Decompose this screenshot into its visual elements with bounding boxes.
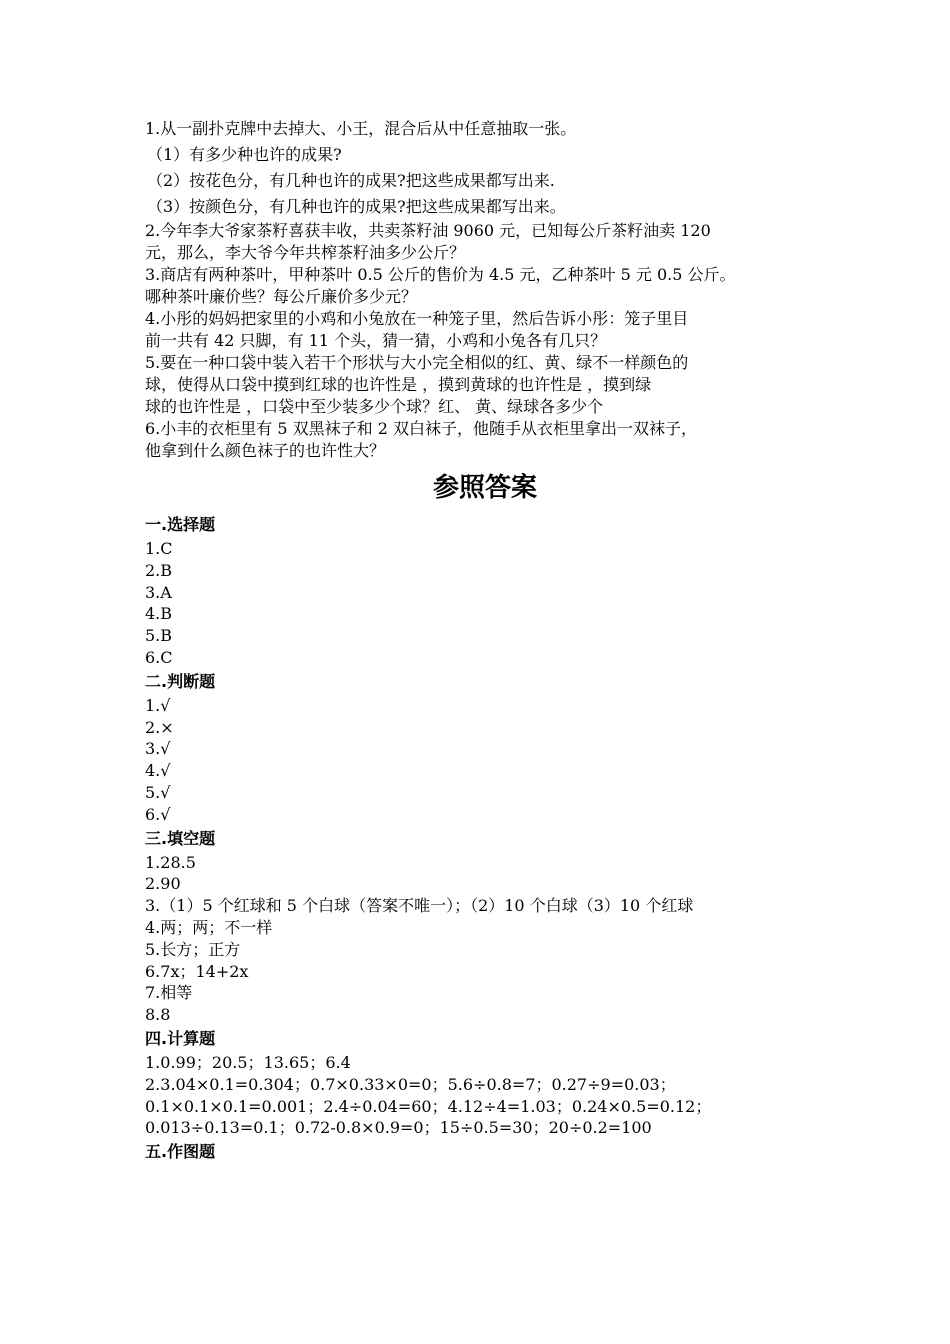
answer-item: 1.√ <box>145 695 171 715</box>
answer-item: 8.8 <box>145 1005 171 1025</box>
question-2-line-2: 元，那么，李大爷今年共榨茶籽油多少公斤？ <box>145 243 466 262</box>
answer-item: 6.C <box>145 647 173 667</box>
answer-item: 1.28.5 <box>145 852 196 872</box>
answer-item: 5.长方；正方 <box>145 939 241 959</box>
answer-item: 1.C <box>145 539 173 558</box>
answer-item: 3.（1）5 个红球和 5 个白球（答案不唯一）；（2）10 个白球（3）10 个红球 <box>145 896 694 916</box>
answer-item: 5.B <box>145 626 173 646</box>
question-6-line-2: 他拿到什么颜色袜子的也许性大？ <box>145 441 386 460</box>
section-heading-judgement: 二.判断题 <box>145 671 216 691</box>
answer-item: 0.1×0.1×0.1=0.001；2.4÷0.04=60；4.12÷4=1.03；0.24×0.5=0.12； <box>145 1096 712 1116</box>
document-page <box>145 116 825 1165</box>
answer-item: 2.90 <box>145 874 181 894</box>
question-5-line-3: 球的也许性是 ，口袋中至少装多少个球？红、 黄、绿球各多少个 <box>145 397 604 416</box>
question-1-part-2: （2）按花色分，有几种也许的成果?把这些成果都写出来. <box>147 171 555 190</box>
answer-item: 4.B <box>145 604 173 624</box>
answer-item: 1.0.99；20.5；13.65；6.4 <box>145 1052 351 1072</box>
question-1-part-1: （1）有多少种也许的成果? <box>147 145 342 164</box>
answer-item: 3.A <box>145 582 172 602</box>
question-2-line-1: 2.今年李大爷家茶籽喜获丰收，共卖茶籽油 9060 元，已知每公斤茶籽油卖 120 <box>145 221 711 240</box>
answer-item: 5.√ <box>145 782 171 802</box>
answer-item: 3.√ <box>145 739 171 759</box>
question-3-line-1: 3.商店有两种茶叶，甲种茶叶 0.5 公斤的售价为 4.5 元，乙种茶叶 5 元 0.5 公斤。 <box>145 265 736 284</box>
answer-item: 7.相等 <box>145 983 193 1003</box>
answer-title: 参照答案 <box>432 473 537 503</box>
question-1-part-3: （3）按颜色分，有几种也许的成果?把这些成果都写出来。 <box>147 197 566 216</box>
answer-item: 0.013÷0.13=0.1；0.72-0.8×0.9=0；15÷0.5=30；20÷0.2=100 <box>145 1118 652 1138</box>
answer-item: 2.B <box>145 560 173 580</box>
question-5-line-2: 球，使得从口袋中摸到红球的也许性是 ，摸到黄球的也许性是 ，摸到绿 <box>145 375 652 394</box>
answer-item: 4.两；两；不一样 <box>145 917 273 937</box>
answer-item: 4.√ <box>145 761 171 781</box>
section-heading-drawing: 五.作图题 <box>145 1142 216 1162</box>
question-3-line-2: 哪种茶叶廉价些？每公斤廉价多少元？ <box>145 287 418 306</box>
question-6-line-1: 6.小丰的衣柜里有 5 双黑袜子和 2 双白袜子，他随手从衣柜里拿出一双袜子， <box>145 419 697 438</box>
section-heading-choice: 一.选择题 <box>145 515 216 534</box>
answer-item: 2.× <box>145 717 174 737</box>
section-heading-calculation: 四.计算题 <box>145 1028 216 1048</box>
question-4-line-1: 4.小彤的妈妈把家里的小鸡和小兔放在一种笼子里，然后告诉小彤：笼子里目 <box>145 309 689 328</box>
section-heading-fill-blank: 三.填空题 <box>145 828 216 848</box>
question-4-line-2: 前一共有 42 只脚，有 11 个头，猜一猜，小鸡和小兔各有几只？ <box>145 331 607 350</box>
question-5-line-1: 5.要在一种口袋中装入若干个形状与大小完全相似的红、黄、绿不一样颜色的 <box>145 353 689 372</box>
answer-item: 6.7x；14+2x <box>145 961 249 981</box>
answer-item: 6.√ <box>145 804 171 824</box>
answer-item: 2.3.04×0.1=0.304；0.7×0.33×0=0；5.6÷0.8=7；0.27÷9=0.03； <box>145 1074 676 1094</box>
question-1: 1.从一副扑克牌中去掉大、小王，混合后从中任意抽取一张。 <box>145 119 577 138</box>
